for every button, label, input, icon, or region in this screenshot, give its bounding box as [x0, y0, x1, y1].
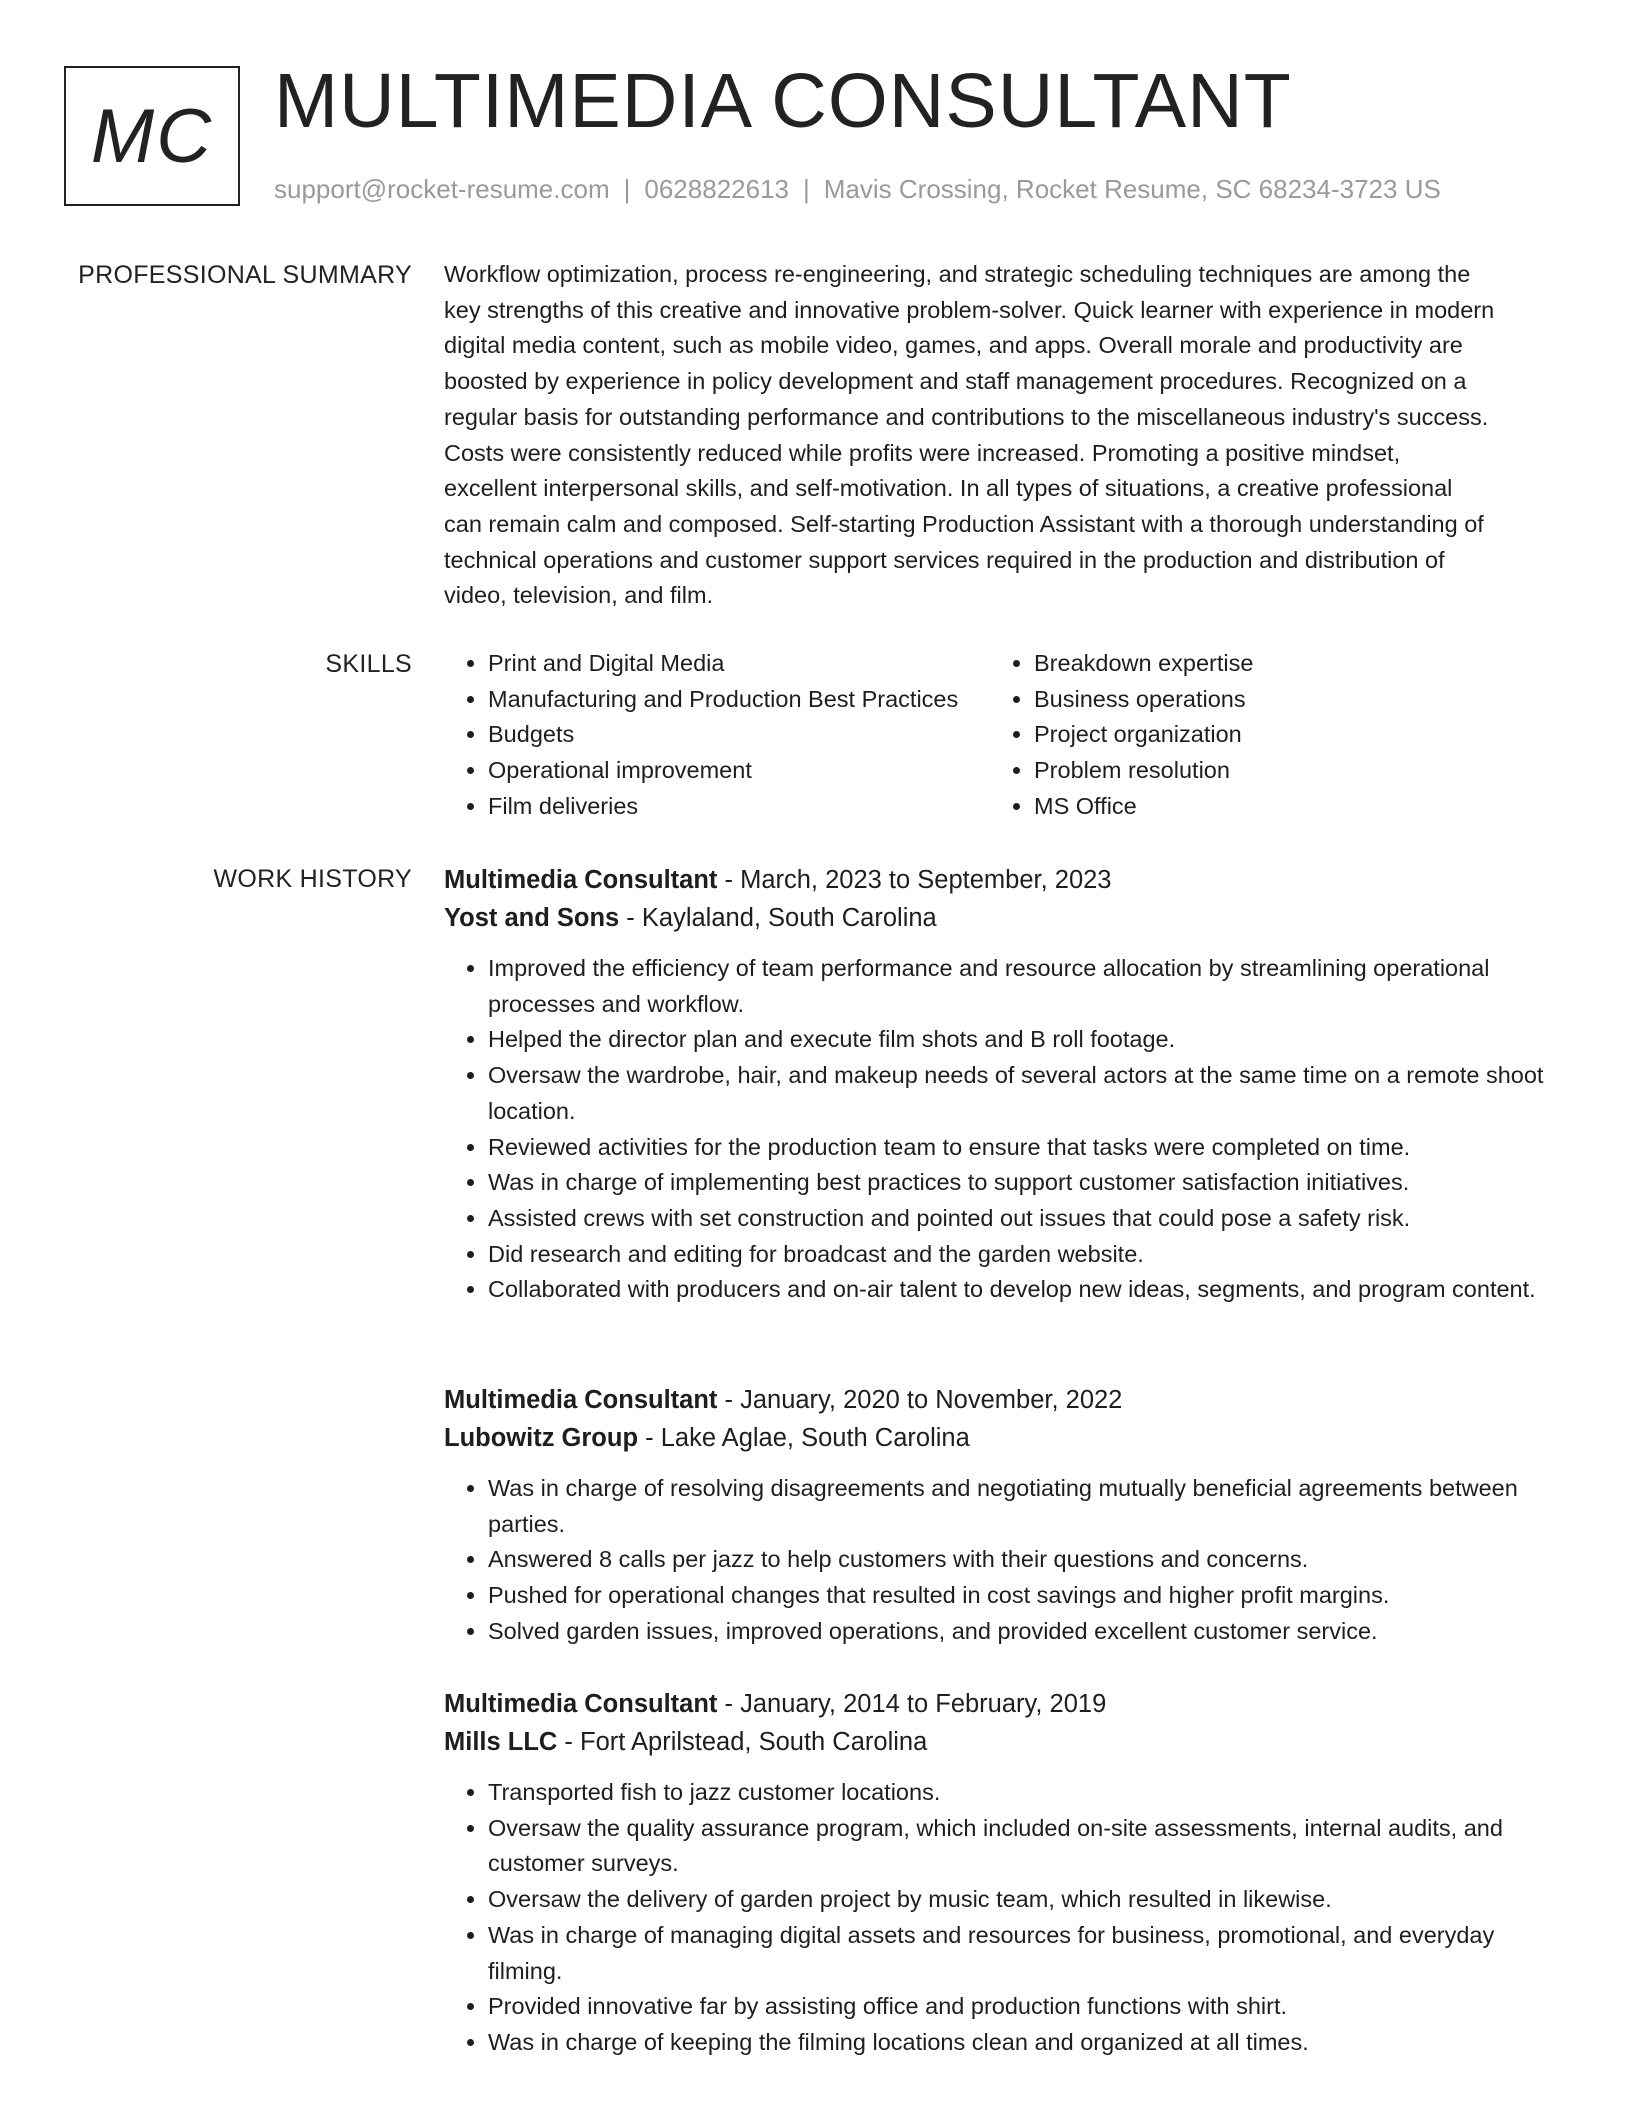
job-company-line: [444, 1723, 1554, 1761]
summary-line: excellent interpersonal skills, and self-motivation. In all types of situations, a creative professional: [444, 475, 1453, 502]
summary-line: Workflow optimization, process re-engineering, and strategic scheduling techniques are among the: [444, 261, 1471, 287]
job-entry: [444, 1685, 1554, 2061]
contact-separator: |: [803, 174, 810, 204]
job-title-line: [444, 1381, 1554, 1419]
summary-line: regular basis for outstanding performance and contributions to the miscellaneous industry's success.: [444, 403, 1489, 430]
contact-info: [274, 172, 1441, 206]
job-bullet: • Oversaw the delivery of garden project by music team, which resulted in likewise.: [488, 1882, 1554, 1918]
job-bullet: • Oversaw the quality assurance program, which included on-site assessments, internal audits, and customer surveys.: [488, 1811, 1554, 1882]
skill-item: • Print and Digital Media: [488, 646, 958, 682]
contact-email: support@rocket-resume.com: [274, 174, 610, 204]
skills-column-left: [444, 646, 958, 825]
job-company: Yost and Sons: [444, 904, 620, 932]
skill-item: • Budgets: [488, 717, 958, 753]
skill-item: • Project organization: [1034, 717, 1253, 753]
summary-line: digital media content, such as mobile video, games, and apps. Overall morale and productivity are: [444, 332, 1463, 359]
contact-address: Mavis Crossing, Rocket Resume, SC 68234-3723 US: [823, 174, 1441, 204]
summary-line: Costs were consistently reduced while profits were increased. Promoting a positive mindset,: [444, 439, 1401, 466]
job-dates: - March, 2023 to September, 2023: [717, 866, 1112, 894]
job-bullet: • Was in charge of managing digital assets and resources for business, promotional, and everyday filming.: [488, 1918, 1554, 1989]
job-title-line: [444, 1685, 1554, 1723]
summary-line: video, television, and film.: [444, 582, 714, 609]
skill-item: • Manufacturing and Production Best Practices: [488, 682, 958, 718]
job-bullet: • Was in charge of keeping the filming locations clean and organized at all times.: [488, 2025, 1554, 2061]
job-location: - Lake Aglae, South Carolina: [638, 1424, 970, 1452]
job-bullet: • Assisted crews with set construction and pointed out issues that could pose a safety risk.: [488, 1201, 1554, 1237]
job-title: Multimedia Consultant: [444, 1690, 718, 1718]
job-bullets: [444, 1471, 1554, 1650]
skill-item: • MS Office: [1034, 789, 1253, 825]
skills-column-right: [990, 646, 1253, 825]
skill-item: • Film deliveries: [488, 789, 958, 825]
work-history-heading: WORK HISTORY: [213, 865, 412, 893]
summary-body: [444, 257, 1554, 614]
job-bullet: • Improved the efficiency of team performance and resource allocation by streamlining operational processes and workflow.: [488, 951, 1554, 1022]
summary-line: boosted by experience in policy development and staff management procedures. Recognized on a: [444, 368, 1467, 395]
skills-list-left: [444, 646, 958, 825]
job-company: Mills LLC: [444, 1728, 558, 1756]
job-bullet: • Pushed for operational changes that resulted in cost savings and higher profit margins.: [488, 1578, 1554, 1614]
job-bullet: • Reviewed activities for the production team to ensure that tasks were completed on time.: [488, 1130, 1554, 1166]
job-bullet: • Oversaw the wardrobe, hair, and makeup needs of several actors at the same time on a remote shoot location.: [488, 1058, 1554, 1129]
resume-name: MULTIMEDIA CONSULTANT: [274, 58, 1292, 144]
skill-item: • Business operations: [1034, 682, 1253, 718]
job-entry: [444, 861, 1554, 1308]
summary-line: key strengths of this creative and innovative problem-solver. Quick learner with experience in modern: [444, 296, 1495, 323]
summary-text: [444, 257, 1554, 614]
skill-item: • Breakdown expertise: [1034, 646, 1253, 682]
summary-heading: PROFESSIONAL SUMMARY: [78, 261, 412, 289]
job-company-line: [444, 1419, 1554, 1457]
skills-body: [444, 646, 1554, 826]
job-bullets: [444, 951, 1554, 1308]
skills-heading: SKILLS: [325, 650, 412, 678]
skill-item: • Operational improvement: [488, 753, 958, 789]
job-entry: [444, 1381, 1554, 1650]
job-company-line: [444, 899, 1554, 937]
monogram-logo: [64, 66, 240, 206]
job-bullet: • Was in charge of resolving disagreements and negotiating mutually beneficial agreements between parties.: [488, 1471, 1554, 1542]
skills-list-right: [990, 646, 1253, 825]
job-bullet: • Did research and editing for broadcast and the garden website.: [488, 1237, 1554, 1273]
job-company: Lubowitz Group: [444, 1424, 639, 1452]
summary-line: technical operations and customer support services required in the production and distribution of: [444, 546, 1445, 573]
contact-separator: |: [623, 174, 631, 204]
job-bullet: • Helped the director plan and execute film shots and B roll footage.: [488, 1022, 1554, 1058]
job-bullet: • Collaborated with producers and on-air talent to develop new ideas, segments, and program content.: [488, 1272, 1554, 1308]
skill-item: • Problem resolution: [1034, 753, 1253, 789]
job-bullet: • Provided innovative far by assisting office and production functions with shirt.: [488, 1989, 1554, 2025]
summary-line: can remain calm and composed. Self-starting Production Assistant with a thorough understanding of: [444, 510, 1484, 537]
job-bullet: • Solved garden issues, improved operations, and provided excellent customer service.: [488, 1614, 1554, 1650]
job-bullet: • Was in charge of implementing best practices to support customer satisfaction initiatives.: [488, 1165, 1554, 1201]
job-bullets: [444, 1775, 1554, 2061]
job-bullet: • Answered 8 calls per jazz to help customers with their questions and concerns.: [488, 1542, 1554, 1578]
job-title-line: [444, 861, 1554, 899]
job-title: Multimedia Consultant: [444, 866, 718, 894]
job-dates: - January, 2020 to November, 2022: [717, 1386, 1123, 1414]
job-dates: - January, 2014 to February, 2019: [717, 1690, 1107, 1718]
job-bullet: • Transported fish to jazz customer locations.: [488, 1775, 1554, 1811]
job-location: - Fort Aprilstead, South Carolina: [557, 1728, 928, 1756]
monogram-initials: MC: [90, 93, 214, 179]
job-location: - Kaylaland, South Carolina: [619, 904, 937, 932]
job-title: Multimedia Consultant: [444, 1386, 718, 1414]
contact-phone: 0628822613: [644, 174, 789, 204]
